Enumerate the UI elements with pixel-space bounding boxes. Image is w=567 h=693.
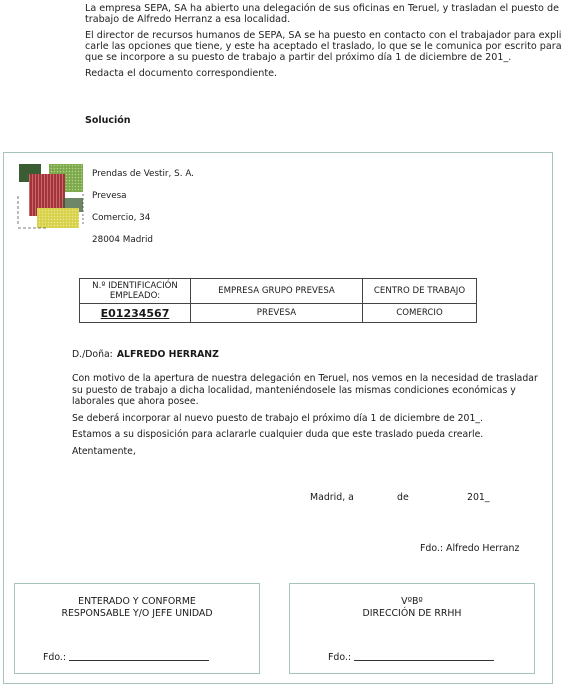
hr-approval-box <box>289 583 535 674</box>
intro-line: trabajo de Alfredo Herranz a esa localidad. <box>85 14 291 25</box>
employee-info-table <box>79 278 477 323</box>
signature-field[interactable] <box>328 652 494 663</box>
box-title-line: ENTERADO Y CONFORME <box>78 596 196 607</box>
box-title-line: RESPONSABLE Y/O JEFE UNIDAD <box>61 608 213 619</box>
recipient-line <box>72 349 219 360</box>
intro-line: que se incorpore a su puesto de trabajo a partir del próximo día 1 de diciembre de 201_. <box>85 52 512 63</box>
intro-line: La empresa SEPA, SA ha abierto una delegación de sus oficinas en Teruel, y trasladan el puesto de <box>85 3 559 14</box>
signature-underline <box>354 660 494 661</box>
employee-id-value <box>80 304 191 323</box>
table-row <box>80 304 477 323</box>
company-group-value: PREVESA <box>191 304 363 323</box>
intro-line: El director de recursos humanos de SEPA, SA se ha puesto en contacto con el trabajador para expli <box>85 30 562 41</box>
letter-body <box>72 373 542 462</box>
box-title <box>290 596 534 620</box>
company-logo <box>17 164 85 231</box>
letter-paragraph: Con motivo de la apertura de nuestra delegación en Teruel, nos vemos en la necesidad de trasladar su puesto de trabajo a dicha localidad, manteniéndosele las mismas condiciones económicas y laborales que ahora posee. <box>72 373 538 407</box>
employee-acknowledgement-box <box>14 583 260 674</box>
company-postal: 28004 Madrid <box>92 235 153 245</box>
letter-closing: Atentamente, <box>72 445 136 457</box>
recipient-label: D./Doña: <box>72 349 113 360</box>
work-center-value: COMERCIO <box>363 304 477 323</box>
date-de: de <box>397 492 409 503</box>
intro-paragraph-1 <box>85 3 567 25</box>
solution-heading: Solución <box>85 115 131 126</box>
header-work-center: CENTRO DE TRABAJO <box>363 279 477 304</box>
box-title-line: VºBº <box>401 596 423 607</box>
table-header-row <box>80 279 477 304</box>
sign-label: Fdo.: <box>43 652 67 663</box>
exercise-statement <box>85 3 567 84</box>
intro-paragraph-3: Redacta el documento correspondiente. <box>85 68 278 79</box>
employee-id-code: E01234567 <box>100 306 170 320</box>
letter-paragraph: Estamos a su disposición para aclararle cualquier duda que este traslado pueda crearle. <box>72 429 484 440</box>
company-street: Comercio, 34 <box>92 213 151 223</box>
letter-document <box>3 152 553 684</box>
signature-underline <box>69 660 209 661</box>
recipient-name: ALFREDO HERRANZ <box>116 349 219 360</box>
signature-line: Fdo.: Alfredo Herranz <box>420 543 520 554</box>
intro-line: carle las opciones que tiene, y este ha aceptado el traslado, lo que se le comunica por escrito para <box>85 41 562 52</box>
letter-paragraph: Se deberá incorporar al nuevo puesto de trabajo el próximo día 1 de diciembre de 201_. <box>72 412 483 424</box>
box-title-line: DIRECCIÓN DE RRHH <box>362 608 462 619</box>
signature-field[interactable] <box>43 652 209 663</box>
company-address <box>92 163 194 251</box>
box-title <box>15 596 259 620</box>
intro-paragraph-2 <box>85 30 567 63</box>
header-company-group: EMPRESA GRUPO PREVESA <box>191 279 363 304</box>
date-place: Madrid, a <box>310 492 354 503</box>
company-brand: Prevesa <box>92 191 127 201</box>
sign-label: Fdo.: <box>328 652 352 663</box>
date-year: 201_ <box>467 492 490 503</box>
header-employee-id: N.º IDENTIFICACIÓN EMPLEADO: <box>80 279 191 304</box>
company-name: Prendas de Vestir, S. A. <box>92 169 194 179</box>
